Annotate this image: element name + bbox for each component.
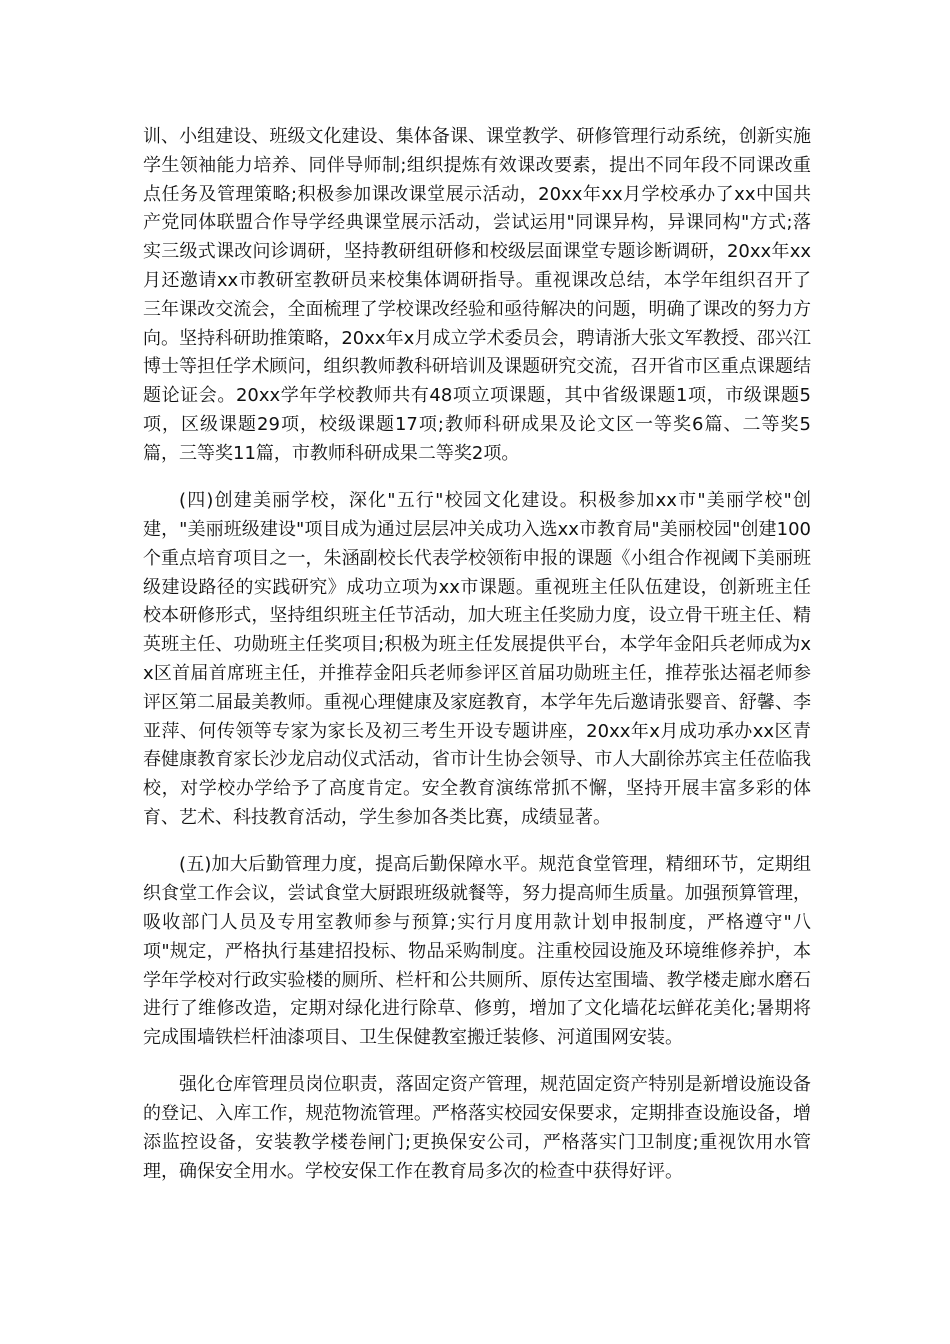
document-body — [143, 123, 811, 1187]
paragraph-warehouse-security: 强化仓库管理员岗位职责，落固定资产管理，规范固定资产特别是新增设施设备的登记、入库工作，规范物流管理。严格落实校园安保要求，定期排查设施设备，增添监控设备，安装教学楼卷闸门;更换保安公司，严格落实门卫制度;重视饮用水管理，确保安全用水。学校安保工作在教育局多次的检查中获得好评。 — [143, 1074, 811, 1182]
paragraph-spacer — [143, 833, 811, 852]
paragraph-research-reform: 训、小组建设、班级文化建设、集体备课、课堂教学、研修管理行动系统，创新实施学生领袖能力培养、同伴导师制;组织提炼有效课改要素，提出不同年段不同课改重点任务及管理策略;积极参加课改课堂展示活动，20xx年xx月学校承办了xx中国共产党同体联盟合作导学经典课堂展示活动，尝试运用"同课异构，异课同构"方式;落实三级式课改问诊调研，坚持教研组研修和校级层面课堂专题诊断调研，20xx年xx月还邀请xx市教研室教研员来校集体调研指导。重视课改总结，本学年组织召开了三年课改交流会，全面梳理了学校课改经验和亟待解决的问题，明确了课改的努力方向。坚持科研助推策略，20xx年x月成立学术委员会，聘请浙大张文军教授、邵兴江博士等担任学术顾问，组织教师教科研培训及课题研究交流，召开省市区重点课题结题论证会。20xx学年学校教师共有48项立项课题，其中省级课题1项，市级课题5项，区级课题29项，校级课题17项;教师科研成果及论文区一等奖6篇、二等奖5篇，三等奖11篇，市教师科研成果二等奖2项。 — [143, 126, 811, 464]
paragraph-logistics-management: (五)加大后勤管理力度，提高后勤保障水平。规范食堂管理，精细环节，定期组织食堂工作会议，尝试食堂大厨跟班级就餐等，努力提高师生质量。加强预算管理，吸收部门人员及专用室教师参与预算;实行月度用款计划申报制度，严格遵守"八项"规定，严格执行基建招投标、物品采购制度。注重校园设施及环境维修养护，本学年学校对行政实验楼的厕所、栏杆和公共厕所、原传达室围墙、教学楼走廊水磨石进行了维修改造，定期对绿化进行除草、修剪，增加了文化墙花坛鲜花美化;暑期将完成围墙铁栏杆油漆项目、卫生保健教室搬迁装修、河道围网安装。 — [143, 854, 811, 1049]
paragraph-spacer — [143, 469, 811, 488]
paragraph-beautiful-school: (四)创建美丽学校，深化"五行"校园文化建设。积极参加xx市"美丽学校"创建，"美丽班级建设"项目成为通过层层冲关成功入选xx市教育局"美丽校园"创建100个重点培育项目之一，朱涵副校长代表学校领衔申报的课题《小组合作视阈下美丽班级建设路径的实践研究》成功立项为xx市课题。重视班主任队伍建设，创新班主任校本研修形式，坚持组织班主任节活动，加大班主任奖励力度，设立骨干班主任、精英班主任、功勋班主任奖项目;积极为班主任发展提供平台，本学年金阳兵老师成为xx区首届首席班主任，并推荐金阳兵老师参评区首届功勋班主任，推荐张达福老师参评区第二届最美教师。重视心理健康及家庭教育，本学年先后邀请张婴音、舒馨、李亚萍、何传领等专家为家长及初三考生开设专题讲座，20xx年x月成功承办xx区青春健康教育家长沙龙启动仪式活动，省市计生协会领导、市人大副徐苏宾主任莅临我校，对学校办学给予了高度肯定。安全教育演练常抓不懈，坚持开展丰富多彩的体育、艺术、科技教育活动，学生参加各类比赛，成绩显著。 — [143, 490, 811, 828]
paragraph-spacer — [143, 1053, 811, 1072]
